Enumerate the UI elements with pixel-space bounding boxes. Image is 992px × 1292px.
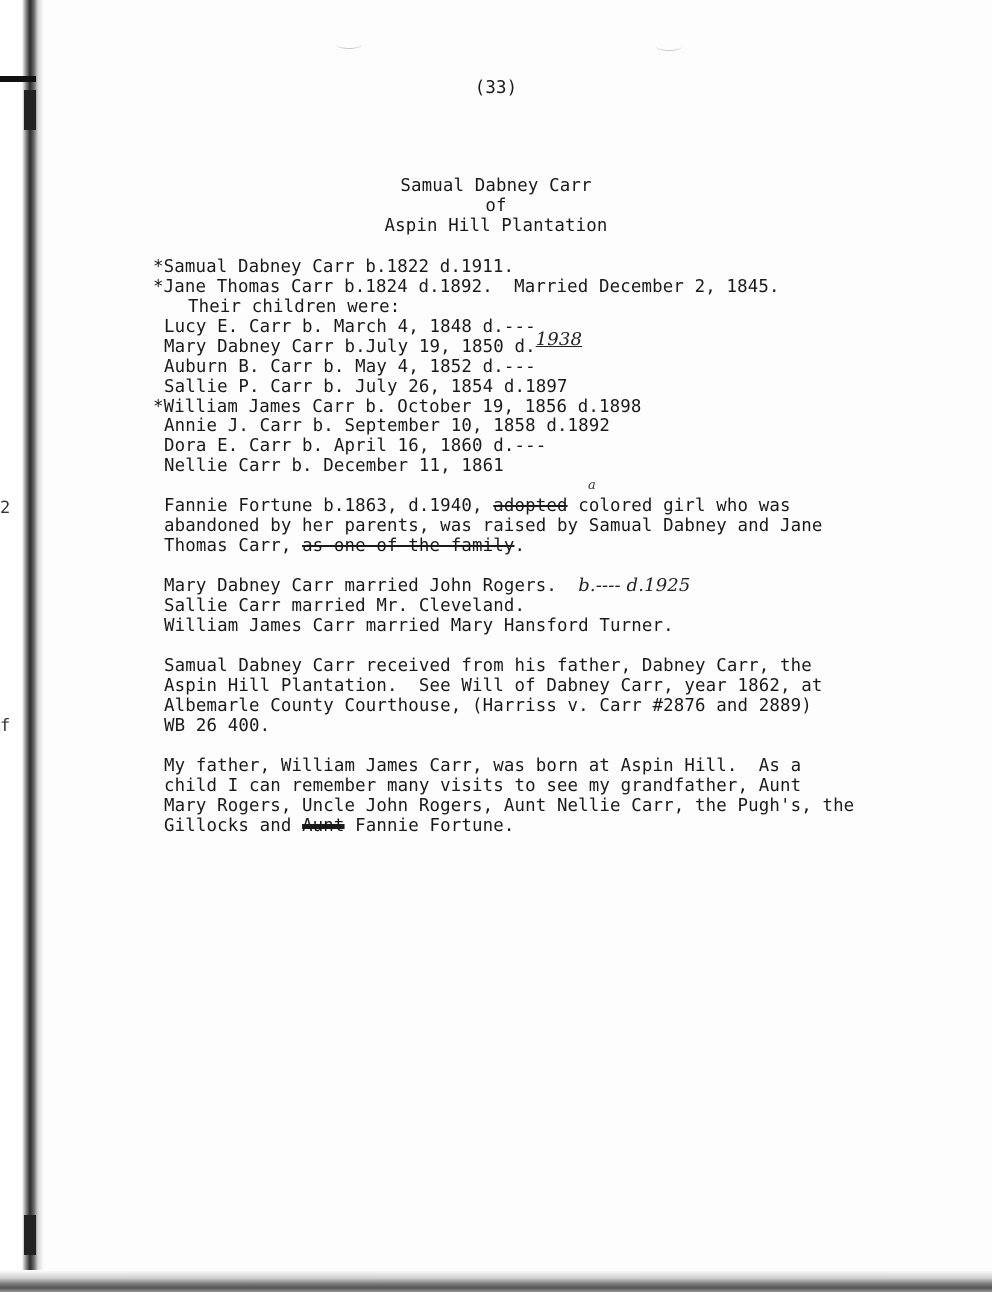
marriage-text: Mary Dabney Carr married John Rogers. xyxy=(164,576,557,596)
child-entry: Lucy E. Carr b. March 4, 1848 d.--- xyxy=(164,317,536,337)
child-entry-text: Mary Dabney Carr b.July 19, 1850 d. xyxy=(164,337,536,357)
child-entry xyxy=(164,329,583,357)
title-line-1: Samual Dabney Carr xyxy=(400,176,592,196)
fannie-text: Fannie Fortune b.1863, d.1940, xyxy=(164,496,494,516)
child-entry: Sallie P. Carr b. July 26, 1854 d.1897 xyxy=(164,377,568,397)
page-number: (33) xyxy=(474,78,518,98)
marriage-line: William James Carr married Mary Hansford Turner. xyxy=(164,616,674,636)
fannie-text: colored girl who was xyxy=(567,496,791,516)
memory-text: Gillocks and xyxy=(164,816,303,836)
title-line-3: Aspin Hill Plantation xyxy=(384,216,608,236)
handwritten-death-year: 1938 xyxy=(535,329,583,350)
memory-line: child I can remember many visits to see my grandfather, Aunt xyxy=(164,776,802,796)
memory-line: My father, William James Carr, was born at Aspin Hill. As a xyxy=(164,756,802,776)
child-entry: Auburn B. Carr b. May 4, 1852 d.--- xyxy=(164,357,536,377)
marriage-line xyxy=(164,576,691,596)
scan-smudge xyxy=(336,40,362,49)
child-entry: Annie J. Carr b. September 10, 1858 d.1892 xyxy=(164,416,611,436)
scan-bottom-edge xyxy=(0,1270,992,1292)
fannie-line-2: abandoned by her parents, was raised by Samual Dabney and Jane xyxy=(164,516,823,536)
plantation-line: Samual Dabney Carr received from his father, Dabney Carr, the xyxy=(164,656,812,676)
handwritten-insert: a xyxy=(588,478,596,493)
child-entry: Nellie Carr b. December 11, 1861 xyxy=(164,456,504,476)
fannie-text: Thomas Carr, xyxy=(164,536,303,556)
memory-line xyxy=(164,816,514,836)
parent-line: *Jane Thomas Carr b.1824 d.1892. Married December 2, 1845. xyxy=(153,277,780,297)
margin-mark: 2 xyxy=(0,498,11,518)
fannie-line-3 xyxy=(164,536,525,556)
child-entry: *William James Carr b. October 19, 1856 d.1898 xyxy=(153,397,642,417)
children-intro: Their children were: xyxy=(188,297,401,317)
struck-phrase: as one of the family xyxy=(302,536,515,556)
handwritten-dates: b.---- d.1925 xyxy=(578,575,691,596)
fannie-text: . xyxy=(514,536,526,556)
plantation-line: Aspin Hill Plantation. See Will of Dabney Carr, year 1862, at xyxy=(164,676,823,696)
memory-line: Mary Rogers, Uncle John Rogers, Aunt Nellie Carr, the Pugh's, the xyxy=(164,796,855,816)
child-entry: Dora E. Carr b. April 16, 1860 d.--- xyxy=(164,436,547,456)
parent-line: *Samual Dabney Carr b.1822 d.1911. xyxy=(153,257,515,277)
margin-mark: f xyxy=(0,716,11,736)
struck-word: Aunt xyxy=(302,816,345,836)
binding-shadow xyxy=(24,1215,36,1255)
plantation-line: Albemarle County Courthouse, (Harriss v. Carr #2876 and 2889) xyxy=(164,696,812,716)
memory-text: Fannie Fortune. xyxy=(344,816,515,836)
title-line-2: of xyxy=(485,196,507,216)
fannie-line-1 xyxy=(164,496,791,516)
plantation-line: WB 26 400. xyxy=(164,716,271,736)
struck-word: adopted xyxy=(493,496,568,516)
scan-smudge xyxy=(656,42,682,51)
marriage-line: Sallie Carr married Mr. Cleveland. xyxy=(164,596,526,616)
